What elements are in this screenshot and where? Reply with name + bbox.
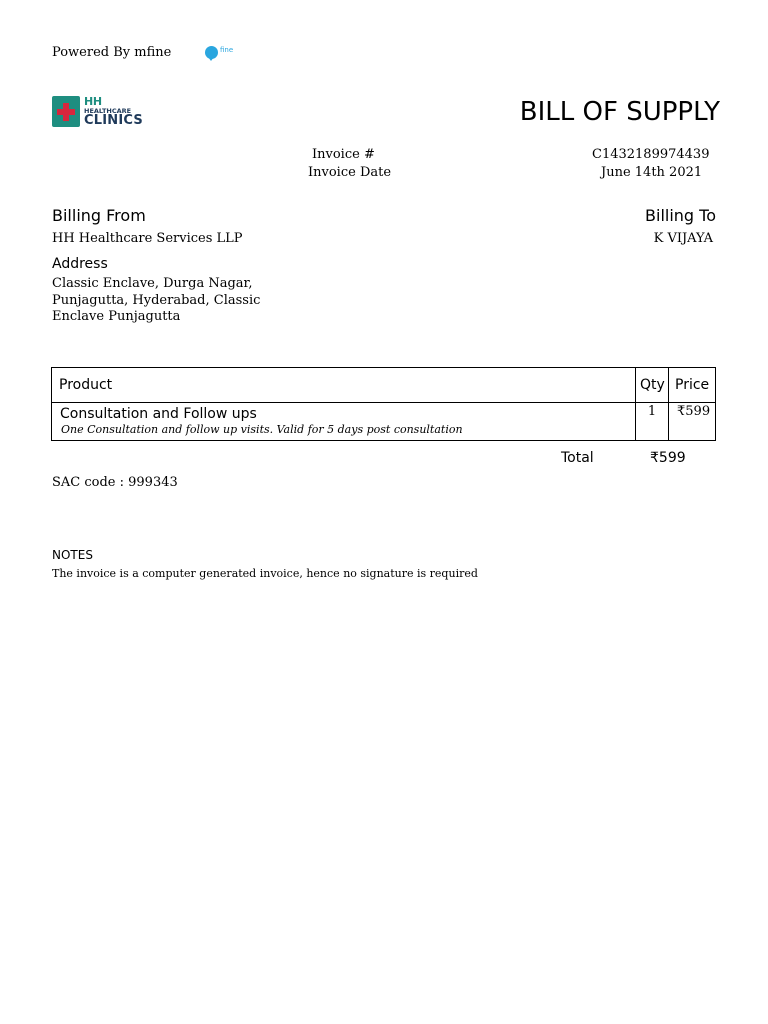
table-row — [52, 403, 716, 441]
notes-heading: NOTES — [52, 548, 93, 562]
clinic-logo-line3: CLINICS — [84, 113, 143, 128]
invoice-number-value: C1432189974439 — [592, 147, 710, 162]
sac-code: SAC code : 999343 — [52, 475, 178, 490]
billing-from-heading: Billing From — [52, 206, 146, 225]
product-name: Consultation and Follow ups — [60, 406, 257, 422]
product-description: One Consultation and follow up visits. Valid for 5 days post consultation — [61, 423, 463, 436]
items-table — [51, 367, 716, 441]
billing-address: Classic Enclave, Durga Nagar, Punjagutta, Hyderabad, Classic Enclave Punjagutta — [52, 276, 261, 324]
total-label: Total — [561, 450, 594, 466]
clinic-logo-line1: HH — [84, 95, 102, 108]
price-column-header: Price — [669, 368, 716, 403]
qty-column-header: Qty — [636, 368, 669, 403]
invoice-date-value: June 14th 2021 — [601, 165, 703, 180]
mfine-chat-icon — [205, 46, 218, 59]
billing-to-name: K VIJAYA — [653, 231, 713, 246]
billing-to-heading: Billing To — [645, 206, 716, 225]
table-header-row — [52, 368, 716, 403]
billing-from-name: HH Healthcare Services LLP — [52, 231, 243, 246]
document-title: BILL OF SUPPLY — [519, 97, 720, 127]
invoice-date-label: Invoice Date — [308, 165, 392, 180]
qty-cell: 1 — [636, 403, 669, 441]
mfine-logo — [205, 45, 235, 63]
notes-text: The invoice is a computer generated invoice, hence no signature is required — [52, 567, 478, 580]
address-heading: Address — [52, 256, 108, 272]
powered-by-text: Powered By mfine — [52, 45, 172, 60]
medical-cross-icon — [52, 96, 80, 127]
invoice-number-label: Invoice # — [312, 147, 375, 162]
clinic-logo — [52, 96, 144, 128]
total-value: ₹599 — [650, 450, 686, 466]
product-column-header: Product — [52, 368, 636, 403]
clinic-logo-line2: HEALTHCARE — [84, 107, 132, 115]
price-cell: ₹599 — [669, 403, 716, 441]
mfine-logo-text: fine — [220, 46, 234, 54]
product-cell — [52, 403, 636, 441]
